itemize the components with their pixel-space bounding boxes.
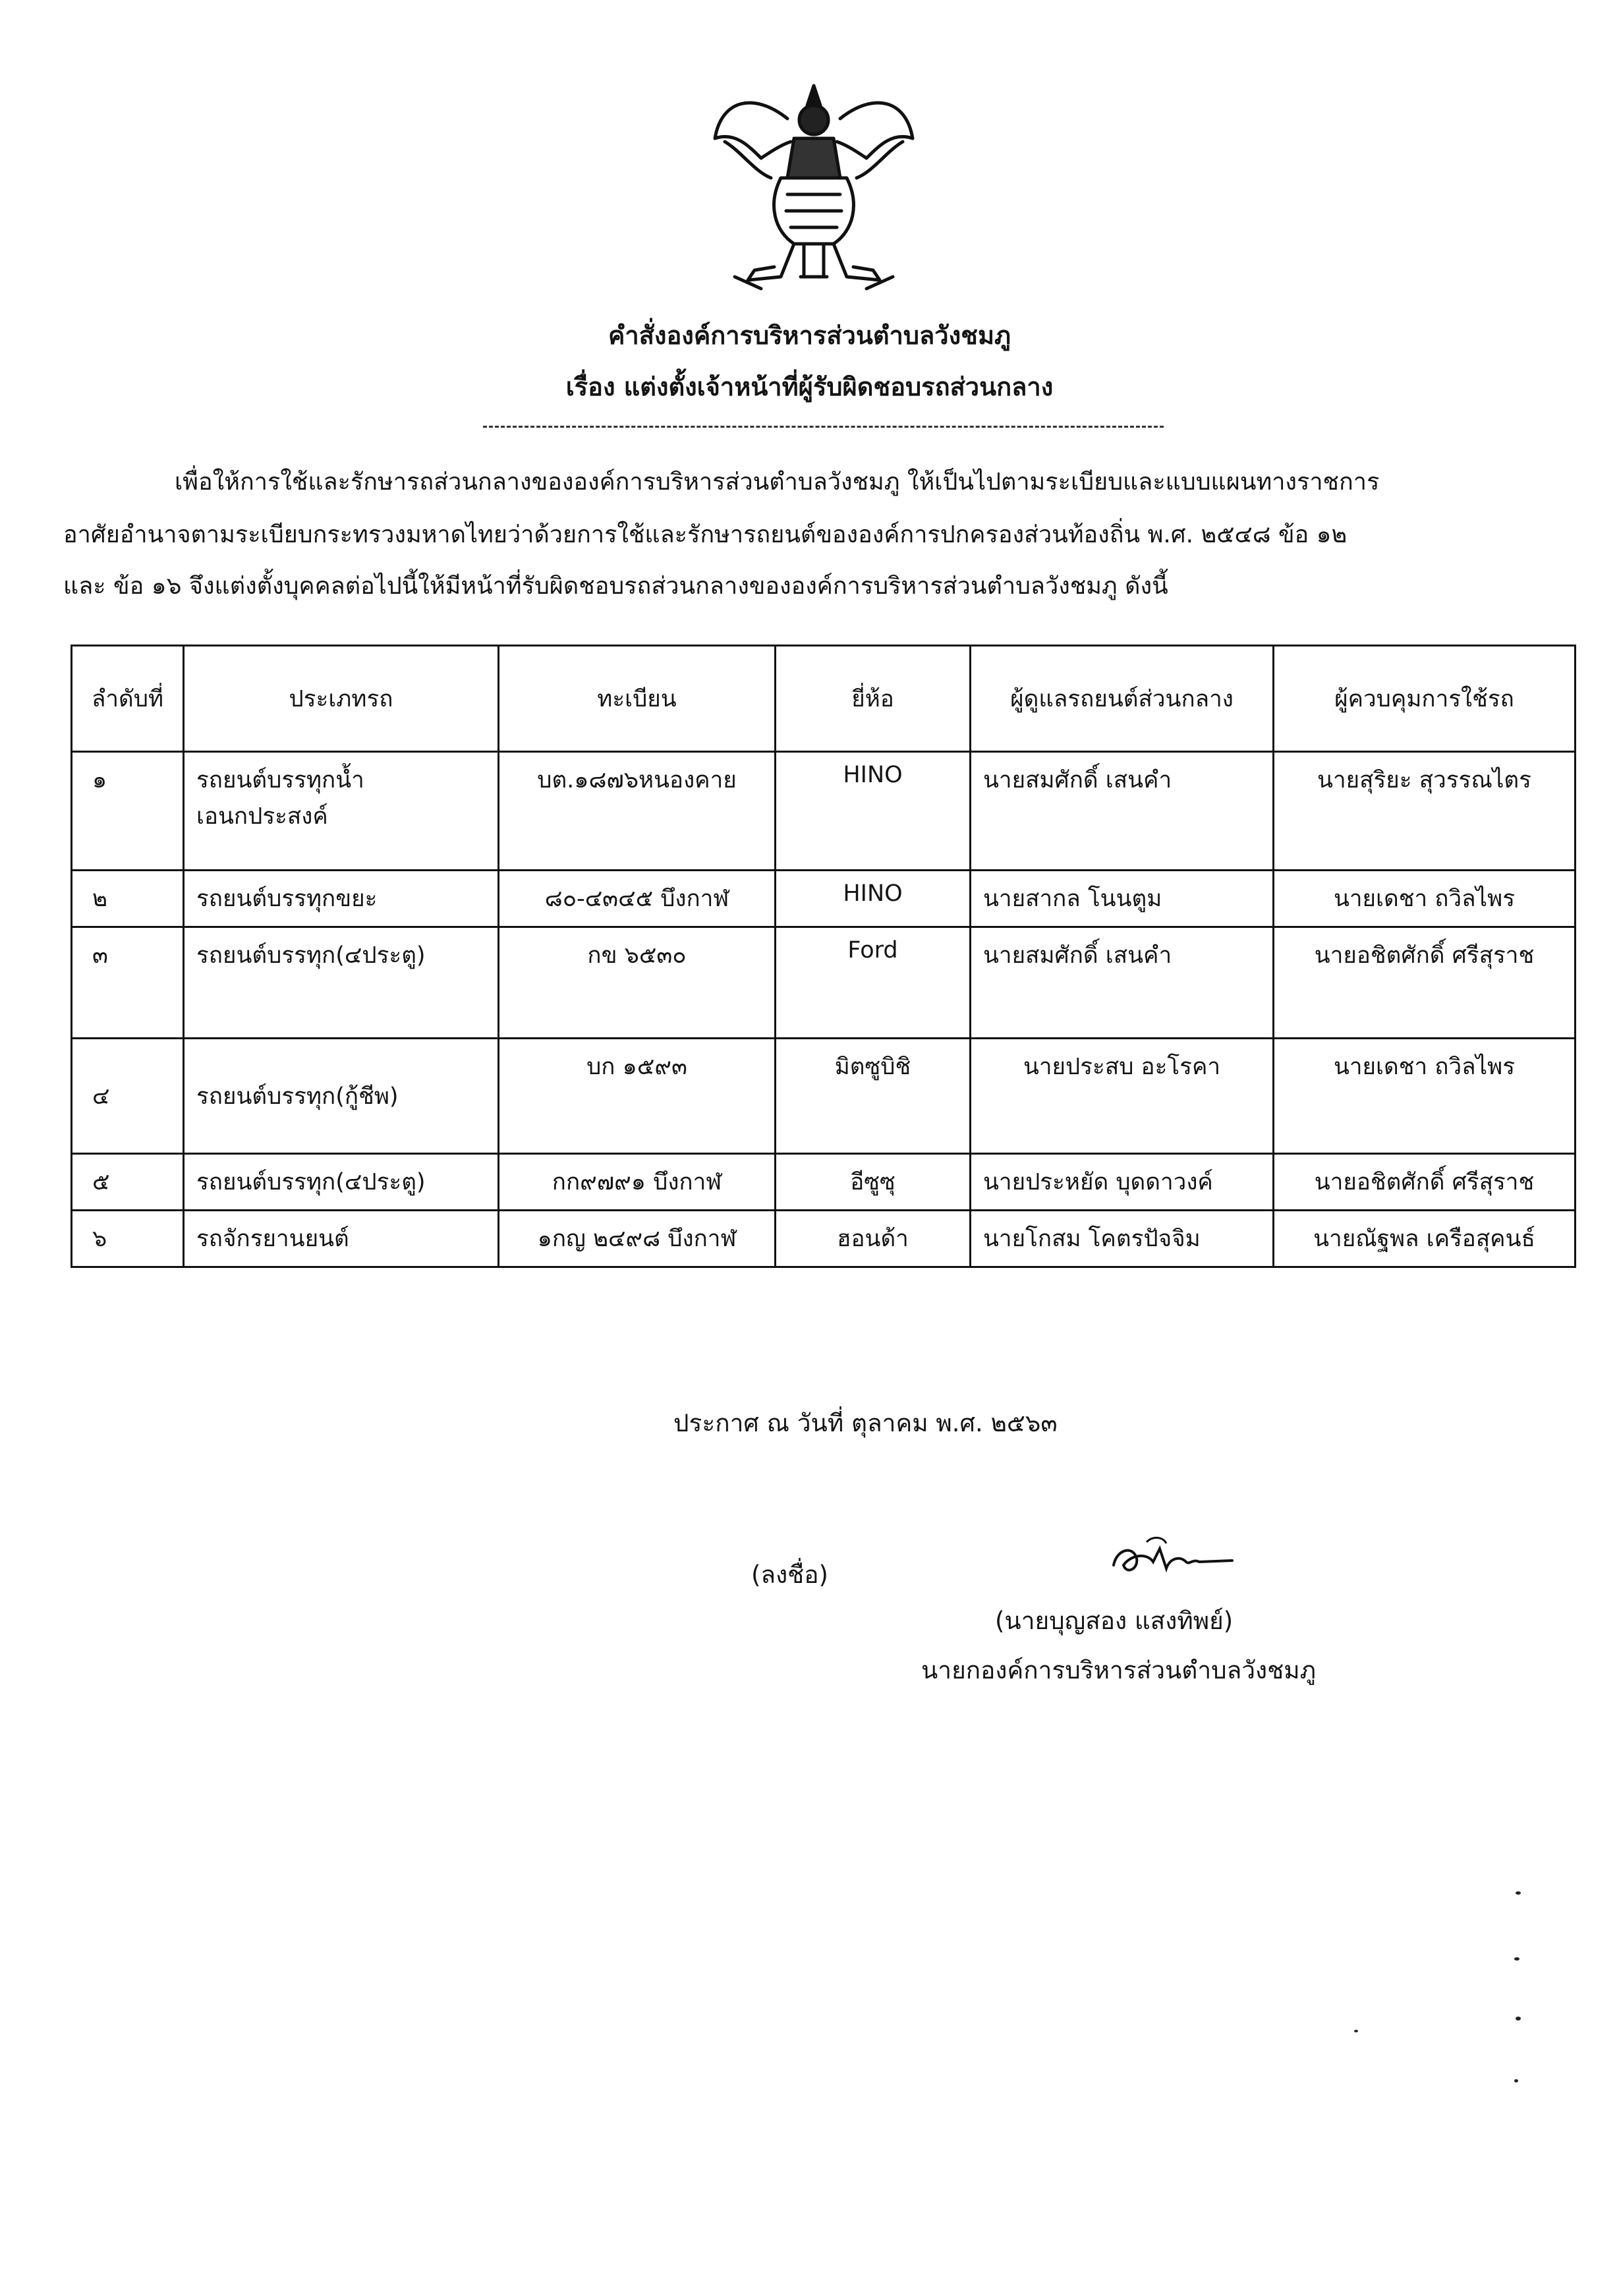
body-line-3: และ ข้อ ๑๖ จึงแต่งตั้งบุคคลต่อไปนี้ให้มีหน้าที่รับผิดชอบรถส่วนกลางขององค์การบริหารส่วนตำบลวังชมภู ดังนี้ bbox=[63, 573, 1168, 600]
cell-plate: กก๙๗๙๑ บึงกาฬ bbox=[499, 1154, 776, 1211]
vehicle-table-container bbox=[71, 645, 1574, 1252]
table-row bbox=[72, 927, 1576, 1039]
cell-type: รถยนต์บรรทุกน้ำ เอนกประสงค์ bbox=[184, 752, 499, 871]
order-title: คำสั่งองค์การบริหารส่วนตำบลวังชมภู bbox=[608, 321, 1011, 350]
vehicle-table bbox=[71, 645, 1576, 1268]
cell-type: รถยนต์บรรทุก(๔ประตู) bbox=[184, 1154, 499, 1211]
garuda-emblem-icon bbox=[708, 79, 919, 293]
cell-type: รถจักรยานยนต์ bbox=[184, 1211, 499, 1267]
header-brand: ยี่ห้อ bbox=[776, 646, 971, 752]
cell-caretaker: นายสมศักดิ์ เสนคำ bbox=[971, 752, 1274, 871]
cell-no: ๕ bbox=[72, 1154, 184, 1211]
header-type: ประเภทรถ bbox=[184, 646, 499, 752]
signer-title: นายกองค์การบริหารส่วนตำบลวังชมภู bbox=[921, 1656, 1316, 1684]
cell-type: รถยนต์บรรทุก(กู้ชีพ) bbox=[184, 1039, 499, 1154]
signer-name: (นายบุญสอง แสงทิพย์) bbox=[995, 1607, 1234, 1635]
cell-plate: บก ๑๕๙๓ bbox=[499, 1039, 776, 1154]
scan-speck bbox=[1354, 2030, 1358, 2032]
divider-line bbox=[483, 426, 1164, 428]
header-caretaker: ผู้ดูแลรถยนต์ส่วนกลาง bbox=[971, 646, 1274, 752]
body-line-2: อาศัยอำนาจตามระเบียบกระทรวงมหาดไทยว่าด้วยการใช้และรักษารถยนต์ขององค์การปกครองส่วนท้องถิ่น พ.ศ. ๒๕๔๘ ข้อ ๑๒ bbox=[63, 521, 1348, 548]
cell-type: รถยนต์บรรทุกขยะ bbox=[184, 871, 499, 927]
cell-plate: กข ๖๕๓๐ bbox=[499, 927, 776, 1039]
table-row bbox=[72, 1039, 1576, 1154]
announce-date: ประกาศ ณ วันที่ ตุลาคม พ.ศ. ๒๕๖๓ bbox=[673, 1409, 1058, 1437]
cell-no: ๔ bbox=[72, 1039, 184, 1154]
cell-controller: นายอชิตศักดิ์ ศรีสุราช bbox=[1274, 927, 1576, 1039]
cell-plate: ๘๐-๔๓๔๕ บึงกาฬ bbox=[499, 871, 776, 927]
cell-controller: นายเดชา ถวิลไพร bbox=[1274, 871, 1576, 927]
cell-no: ๓ bbox=[72, 927, 184, 1039]
scan-speck bbox=[1516, 1891, 1521, 1895]
scan-speck bbox=[1514, 1957, 1520, 1961]
cell-controller: นายณัฐพล เครือสุคนธ์ bbox=[1274, 1211, 1576, 1267]
header-plate: ทะเบียน bbox=[499, 646, 776, 752]
cell-controller: นายสุริยะ สุวรรณไตร bbox=[1274, 752, 1576, 871]
table-row bbox=[72, 871, 1576, 927]
cell-controller: นายอชิตศักดิ์ ศรีสุราช bbox=[1274, 1154, 1576, 1211]
cell-no: ๑ bbox=[72, 752, 184, 871]
cell-no: ๖ bbox=[72, 1211, 184, 1267]
cell-controller: นายเดชา ถวิลไพร bbox=[1274, 1039, 1576, 1154]
cell-caretaker: นายสมศักดิ์ เสนคำ bbox=[971, 927, 1274, 1039]
header-controller: ผู้ควบคุมการใช้รถ bbox=[1274, 646, 1576, 752]
table-row bbox=[72, 752, 1576, 871]
sign-label: (ลงชื่อ) bbox=[751, 1561, 828, 1589]
signature-image bbox=[1107, 1529, 1239, 1588]
table-row bbox=[72, 1154, 1576, 1211]
cell-caretaker: นายสากล โนนตูม bbox=[971, 871, 1274, 927]
cell-plate: ๑กญ ๒๔๙๘ บึงกาฬ bbox=[499, 1211, 776, 1267]
cell-brand: Ford bbox=[776, 927, 971, 1039]
scan-speck bbox=[1514, 2079, 1518, 2082]
cell-brand: HINO bbox=[776, 871, 971, 927]
cell-brand: มิตซูบิชิ bbox=[776, 1039, 971, 1154]
cell-type: รถยนต์บรรทุก(๔ประตู) bbox=[184, 927, 499, 1039]
cell-caretaker: นายประหยัด บุดดาวงค์ bbox=[971, 1154, 1274, 1211]
cell-no: ๒ bbox=[72, 871, 184, 927]
cell-brand: HINO bbox=[776, 752, 971, 871]
cell-caretaker: นายประสบ อะโรคา bbox=[971, 1039, 1274, 1154]
cell-brand: อีซูซุ bbox=[776, 1154, 971, 1211]
scan-speck bbox=[1516, 2017, 1521, 2021]
body-line-1: เพื่อให้การใช้และรักษารถส่วนกลางขององค์การบริหารส่วนตำบลวังชมภู ให้เป็นไปตามระเบียบและแบบแผนทางราชการ bbox=[175, 469, 1380, 496]
header-no: ลำดับที่ bbox=[72, 646, 184, 752]
table-header-row bbox=[72, 646, 1576, 752]
order-subject: เรื่อง แต่งตั้งเจ้าหน้าที่ผู้รับผิดชอบรถส่วนกลาง bbox=[565, 372, 1054, 401]
cell-caretaker: นายโกสม โคตรปัจจิม bbox=[971, 1211, 1274, 1267]
table-row bbox=[72, 1211, 1576, 1267]
cell-brand: ฮอนด้า bbox=[776, 1211, 971, 1267]
cell-plate: บต.๑๘๗๖หนองคาย bbox=[499, 752, 776, 871]
